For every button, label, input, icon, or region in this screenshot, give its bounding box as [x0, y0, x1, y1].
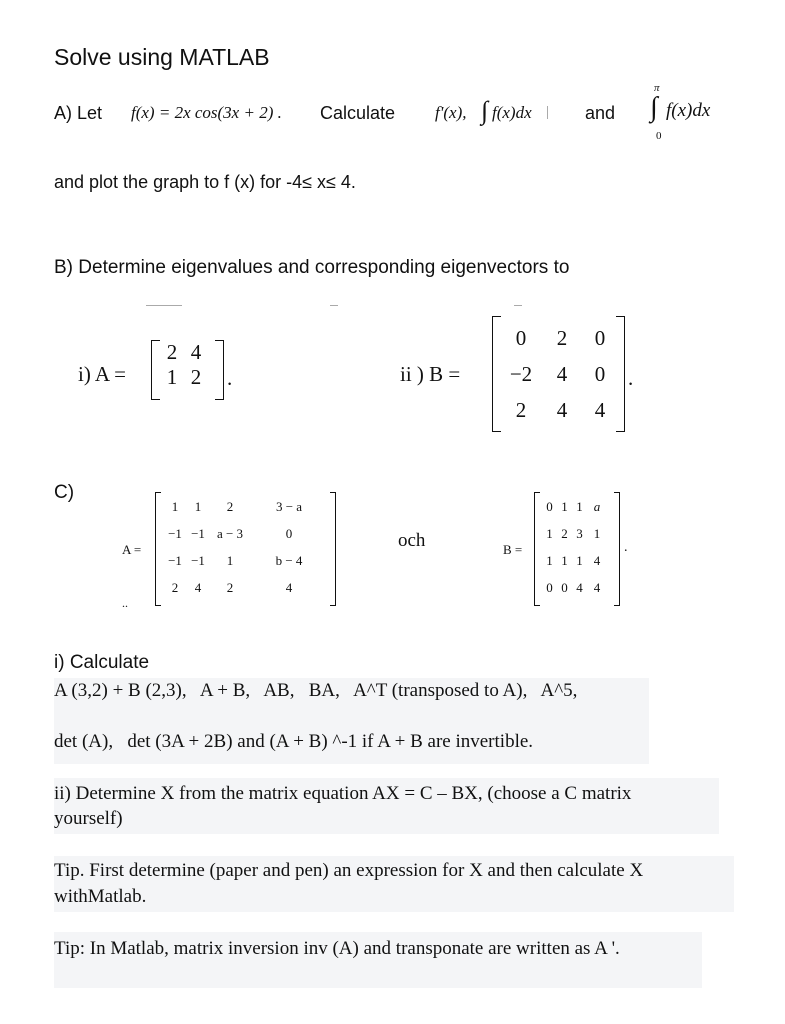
tip1-line2: withMatlab. — [54, 886, 147, 907]
matrix-cell: 4 — [556, 361, 568, 386]
integral-sign: ∫ — [481, 96, 489, 125]
c-matrix-b-period: . — [624, 540, 628, 555]
c-matrix-b-label: B = — [503, 542, 523, 557]
matrix-cell: 0 — [594, 361, 606, 386]
matrix-cell: −2 — [509, 361, 533, 386]
matrix-cell: 4 — [593, 579, 601, 595]
matrix-cell: 2 — [515, 397, 527, 422]
matrix-cell: 4 — [576, 579, 583, 595]
matrix-cell: 2 — [561, 525, 568, 541]
task-ii-line1: ii) Determine X from the matrix equation AX = C – BX, (choose a C matrix — [54, 783, 632, 804]
plot-instruction: and plot the graph to f (x) for -4≤ x≤ 4. — [54, 172, 356, 192]
and-word: and — [585, 103, 616, 123]
faint-mark — [330, 305, 338, 306]
part-c-label: C) — [54, 482, 75, 503]
matrix-b-3x3 — [500, 320, 618, 428]
task-i-line1: A (3,2) + B (2,3), A + B, AB, BA, A^T (transposed to A), A^5, — [54, 680, 578, 701]
matrix-cell: 2 — [226, 579, 234, 595]
matrix-cell: −1 — [168, 525, 182, 541]
c-matrix-b — [542, 493, 607, 601]
cursor-mark — [547, 106, 548, 119]
matrix-cell: −1 — [191, 552, 205, 568]
indefinite-integrand: f(x)dx — [492, 103, 532, 122]
matrix-cell: 3 − a — [275, 498, 303, 514]
tip1-line1: Tip. First determine (paper and pen) an expression for X and then calculate X — [54, 860, 644, 881]
c-matrix-a-left-bracket — [155, 492, 161, 606]
c-matrix-a — [162, 493, 326, 601]
matrix-cell: −1 — [168, 552, 182, 568]
matrix-cell: 0 — [546, 498, 553, 514]
faint-mark — [514, 305, 522, 306]
matrix-cell: 3 — [576, 525, 583, 541]
matrix-cell: 4 — [285, 579, 293, 595]
matrix-cell: 4 — [594, 397, 606, 422]
matrix-cell: 0 — [515, 325, 527, 350]
matrix-cell: 1 — [546, 552, 553, 568]
matrix-cell: 0 — [594, 325, 606, 350]
matrix-a-2x2 — [160, 340, 208, 390]
matrix-cell: 4 — [556, 397, 568, 422]
calculate-word: Calculate — [320, 103, 396, 123]
derivative-expression: f'(x), — [435, 103, 467, 122]
matrix-cell: 1 — [576, 552, 583, 568]
och-word: och — [398, 530, 426, 551]
faint-mark — [146, 305, 182, 306]
part-b-label: B) — [54, 257, 73, 278]
matrix-cell: −1 — [191, 525, 205, 541]
matrix-cell: a − 3 — [216, 525, 244, 541]
matrix-cell: 1 — [593, 525, 601, 541]
task-i-line2: det (A), det (3A + 2B) and (A + B) ^-1 if A + B are invertible. — [54, 731, 534, 752]
matrix-cell: 1 — [546, 525, 553, 541]
matrix-cell: 2 — [190, 365, 202, 389]
stray-dots: .. — [122, 596, 128, 610]
matrix-cell: 1 — [576, 498, 583, 514]
matrix-cell: 2 — [556, 325, 568, 350]
matrix-cell: 4 — [593, 552, 601, 568]
matrix-a-left-bracket — [151, 340, 160, 400]
part-b-heading — [54, 257, 569, 279]
lower-limit: 0 — [656, 130, 662, 142]
matrix-cell: 4 — [194, 579, 202, 595]
matrix-cell: 0 — [285, 525, 293, 541]
page-title: Solve using MATLAB — [54, 44, 270, 70]
part-b-text: Determine eigenvalues and corresponding eigenvectors to — [78, 257, 570, 278]
matrix-cell: 1 — [561, 498, 568, 514]
part-a-label: A) Let — [54, 103, 103, 123]
matrix-cell: b − 4 — [275, 552, 303, 568]
c-matrix-b-right-bracket — [614, 492, 620, 606]
b-ii-label: ii ) B = — [400, 362, 461, 386]
matrix-cell: 1 — [194, 498, 202, 514]
definite-integrand: f(x)dx — [666, 100, 711, 121]
c-matrix-a-label: A = — [122, 542, 142, 557]
function-definition: f(x) = 2x cos(3x + 2) . — [131, 103, 282, 122]
matrix-cell: 2 — [171, 579, 179, 595]
matrix-cell: 1 — [171, 498, 179, 514]
b-i-label: i) A = — [78, 362, 127, 386]
matrix-cell: 1 — [561, 552, 568, 568]
matrix-b-right-bracket — [616, 316, 625, 432]
matrix-b-period: . — [628, 366, 634, 390]
c-matrix-a-right-bracket — [330, 492, 336, 606]
matrix-cell: 2 — [226, 498, 234, 514]
task-i-title: i) Calculate — [54, 652, 150, 673]
matrix-cell: 4 — [190, 340, 202, 364]
integral-sign-definite: ∫ — [650, 92, 658, 123]
matrix-cell: 0 — [561, 579, 568, 595]
matrix-cell: 0 — [546, 579, 553, 595]
matrix-a-period: . — [227, 366, 233, 390]
upper-limit: π — [654, 82, 660, 94]
matrix-cell: 1 — [166, 365, 178, 389]
matrix-cell: a — [593, 498, 601, 514]
c-matrix-b-left-bracket — [534, 492, 540, 606]
matrix-cell: 2 — [166, 340, 178, 364]
tip2-line: Tip: In Matlab, matrix inversion inv (A) and transponate are written as A '. — [54, 938, 620, 959]
task-ii-line2: yourself) — [54, 808, 123, 829]
matrix-cell: 1 — [226, 552, 234, 568]
matrix-a-right-bracket — [215, 340, 224, 400]
